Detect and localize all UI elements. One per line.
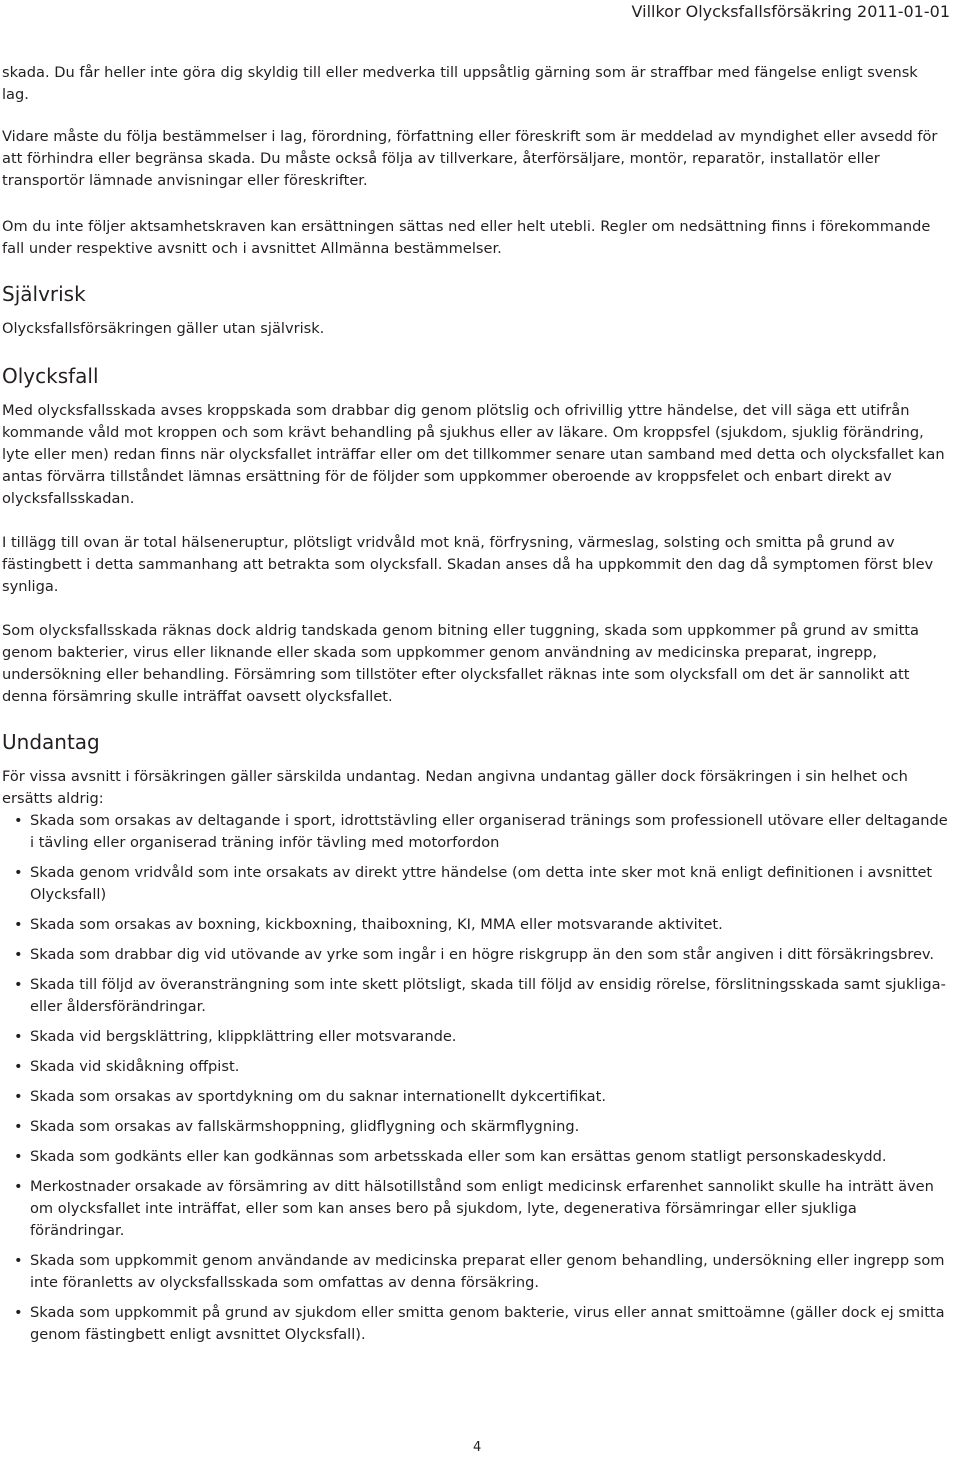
bullet-icon: • [14, 1148, 23, 1165]
list-item: • Skada som orsakas av sportdykning om du saknar internationellt dykcertifikat. [0, 1086, 950, 1108]
document-header-title: Villkor Olycksfallsförsäkring 2011-01-01 [631, 2, 950, 21]
heading-olycksfall: Olycksfall [2, 364, 99, 388]
paragraph-skada-continued: skada. Du får heller inte göra dig skyldig till eller medverka till uppsåtlig gärning som är straffbar med fängelse enligt svensk lag. [2, 64, 918, 103]
bullet-icon: • [14, 946, 23, 963]
bullet-icon: • [14, 1028, 23, 1045]
list-item: • Skada vid bergsklättring, klippklättring eller motsvarande. [0, 1026, 950, 1048]
bullet-icon: • [14, 1118, 23, 1135]
list-item: • Skada som orsakas av deltagande i sport, idrottstävling eller organiserad tränings som professionell utövare eller deltagande i tävling eller organiserad träning inför tävling med motorfordon [14, 812, 948, 851]
paragraph-aktsamhetskrav: Om du inte följer aktsamhetskraven kan ersättningen sättas ned eller helt utebli. Regler om nedsättning finns i förekommande fall under respektive avsnitt och i avsnittet Allmänna bestämmelser. [2, 218, 931, 257]
exclusions-list [0, 810, 950, 1354]
bullet-icon: • [14, 1252, 23, 1269]
heading-sjalvrisk: Självrisk [2, 282, 86, 306]
bullet-icon: • [14, 1304, 23, 1321]
list-item: • Skada som drabbar dig vid utövande av yrke som ingår i en högre riskgrupp än den som står angiven i ditt försäkringsbrev. [0, 944, 950, 966]
list-item: • Skada genom vridvåld som inte orsakats av direkt yttre händelse (om detta inte sker mot knä enligt definitionen i avsnittet Olycksfall) [14, 864, 933, 903]
bullet-icon: • [14, 1058, 23, 1075]
list-item: • Skada som orsakas av fallskärmshoppning, glidflygning och skärmflygning. [0, 1116, 950, 1138]
list-item: • Skada till följd av överansträngning som inte skett plötsligt, skada till följd av ensidig rörelse, förslitningsskada samt sjukliga- eller åldersförändringar. [14, 976, 946, 1015]
bullet-icon: • [14, 1178, 23, 1195]
paragraph-olycksfall-undantag: Som olycksfallsskada räknas dock aldrig tandskada genom bitning eller tuggning, skada som uppkommer på grund av smitta genom bakterier, virus eller liknande eller skada som uppkommer genom användning av medicinska preparat, ingrepp, undersökning eller behandling. Försämring som tillstöter efter olycksfallet räknas inte som olycksfall om det är sannolikt att denna försämring skulle inträffat oavsett olycksfallet. [2, 622, 919, 705]
list-item: • Skada som uppkommit på grund av sjukdom eller smitta genom bakterie, virus eller annat smittoämne (gäller dock ej smitta genom fästingbett enligt avsnittet Olycksfall). [14, 1304, 945, 1343]
page-number: 4 [473, 1440, 482, 1455]
paragraph-olycksfall-definition: Med olycksfallsskada avses kroppskada som drabbar dig genom plötslig och ofrivillig yttre händelse, det vill säga ett utifrån kommande våld mot kroppen och som krävt behandling på sjukhus eller av läkare. Om kroppsfel (sjukdom, sjuklig förändring, lyte eller men) redan finns när olycksfallet inträffar eller om det tillkommer senare utan samband med detta och olycksfallet kan antas förvärra tillståndet lämnas ersättning för de följder som uppkommer oberoende av kroppsfelet och enbart direkt av olycksfallsskadan. [2, 402, 945, 507]
list-item: • Skada vid skidåkning offpist. [0, 1056, 950, 1078]
paragraph-sjalvrisk: Olycksfallsförsäkringen gäller utan självrisk. [2, 320, 325, 337]
paragraph-bestammelser: Vidare måste du följa bestämmelser i lag, förordning, författning eller föreskrift som är meddelad av myndighet eller avsedd för att förhindra eller begränsa skada. Du måste också följa av tillverkare, återförsäljare, montör, reparatör, installatör eller transportör lämnade anvisningar eller föreskrifter. [2, 128, 938, 189]
paragraph-undantag-intro: För vissa avsnitt i försäkringen gäller särskilda undantag. Nedan angivna undantag gäller dock försäkringen i sin helhet och ersätts aldrig: [2, 768, 908, 807]
list-item: • Merkostnader orsakade av försämring av ditt hälsotillstånd som enligt medicinsk erfarenhet sannolikt skulle ha inträtt även om olycksfallet inte inträffat, eller som kan anses bero på sjukdom, lyte, degenerativa försämringar eller sjukliga förändringar. [14, 1178, 934, 1239]
heading-undantag: Undantag [2, 730, 100, 754]
list-item: • Skada som orsakas av boxning, kickboxning, thaiboxning, KI, MMA eller motsvarande aktivitet. [0, 914, 950, 936]
paragraph-olycksfall-tillagg: I tillägg till ovan är total hälseneruptur, plötsligt vridvåld mot knä, förfrysning, värmeslag, solsting och smitta på grund av fästingbett i detta sammanhang att betrakta som olycksfall. Skadan anses då ha uppkommit den dag då symptomen först blev synliga. [2, 534, 934, 595]
bullet-icon: • [14, 1088, 23, 1105]
bullet-icon: • [14, 976, 23, 993]
bullet-icon: • [14, 916, 23, 933]
bullet-icon: • [14, 812, 23, 829]
bullet-icon: • [14, 864, 23, 881]
list-item: • Skada som uppkommit genom användande av medicinska preparat eller genom behandling, undersökning eller ingrepp som inte föranletts av olycksfallsskada som omfattas av denna försäkring. [14, 1252, 945, 1291]
list-item: • Skada som godkänts eller kan godkännas som arbetsskada eller som kan ersättas genom statligt personskadeskydd. [0, 1146, 950, 1168]
